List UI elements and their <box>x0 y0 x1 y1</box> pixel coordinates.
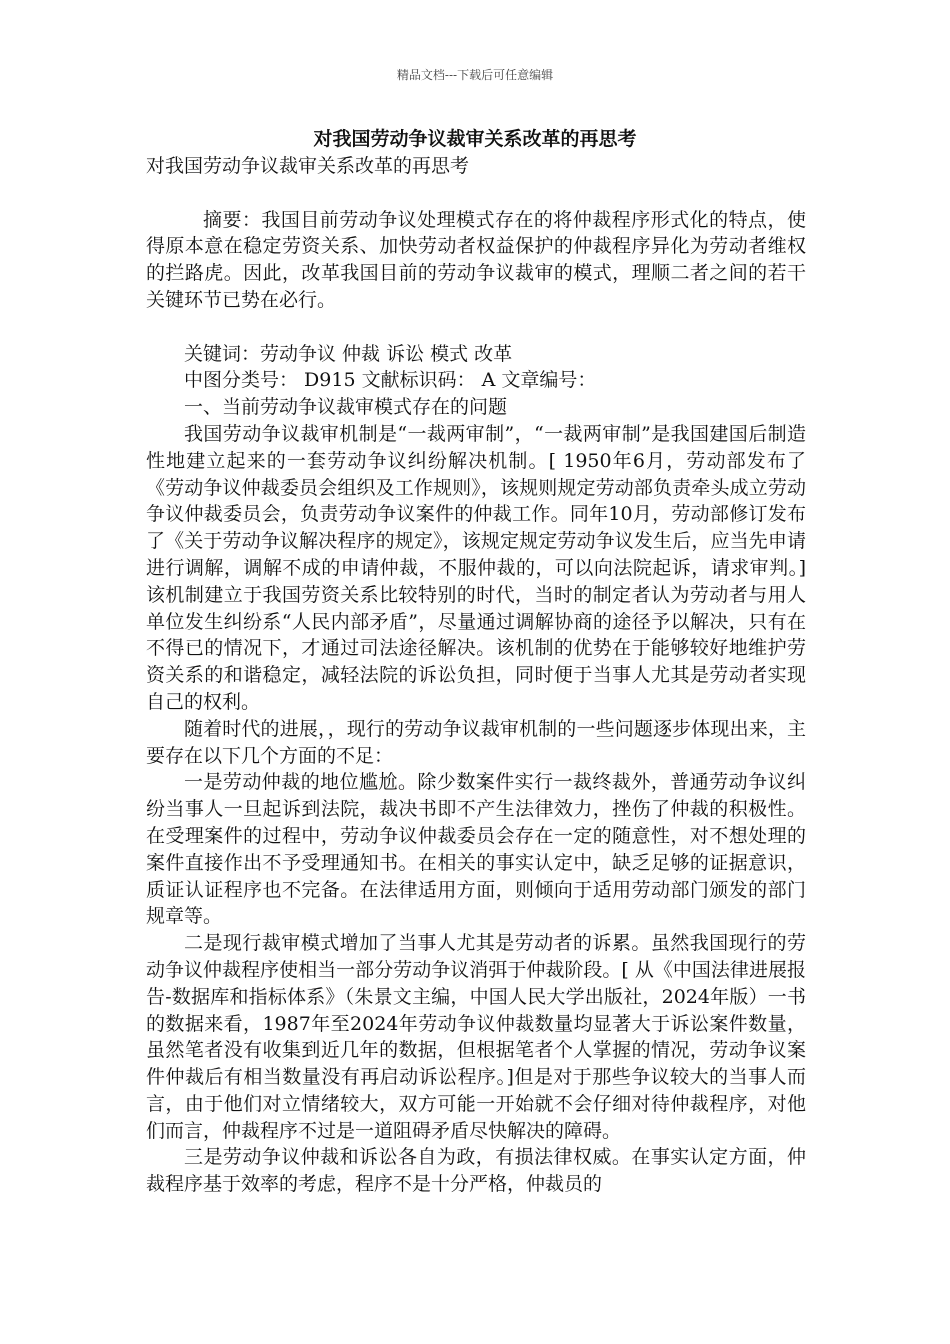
document-subtitle: 对我国劳动争议裁审关系改革的再思考 <box>146 155 470 177</box>
body-paragraph: 二是现行裁审模式增加了当事人尤其是劳动者的诉累。虽然我国现行的劳动争议仲裁程序使相当一部分劳动争议消弭于仲裁阶段。[ 从《中国法律进展报告-数据库和指标体系》（朱景文主编，中国人民大学出版社，2024年版）一书的数据来看，1987年至2024年劳动争议仲裁数量均显著大于诉讼案件数量，虽然笔者没有收集到近几年的数据，但根据笔者个人掌握的情况，劳动争议案件仲裁后有相当数量没有再启动诉讼程序。]但是对于那些争议较大的当事人而言，由于他们对立情绪较大，双方可能一开始就不会仔细对待仲裁程序，对他们而言，仲裁程序不过是一道阻碍矛盾尽快解决的障碍。 <box>146 932 806 1142</box>
spacer <box>146 180 806 207</box>
document-title: 对我国劳动争议裁审关系改革的再思考 <box>313 128 637 150</box>
body-paragraph: 一是劳动仲裁的地位尴尬。除少数案件实行一裁终裁外，普通劳动争议纠纷当事人一旦起诉到法院，裁决书即不产生法律效力，挫伤了仲裁的积极性。在受理案件的过程中，劳动争议仲裁委员会存在一定的随意性，对不想处理的案件直接作出不予受理通知书。在相关的事实认定中，缺乏足够的证据意识，质证认证程序也不完备。在法律适用方面，则倾向于适用劳动部门颁发的部门规章等。 <box>146 771 806 928</box>
body-paragraph: 随着时代的进展，，现行的劳动争议裁审机制的一些问题逐步体现出来，主要存在以下几个方面的不足： <box>146 717 806 767</box>
section-heading: 一、当前劳动争议裁审模式存在的问题 <box>184 396 508 419</box>
body-paragraph: 三是劳动争议仲裁和诉讼各自为政，有损法律权威。在事实认定方面，仲裁程序基于效率的考虑，程序不是十分严格，仲裁员的 <box>146 1146 806 1196</box>
classification-line: 中图分类号： D915 文献标识码： A 文章编号： <box>184 369 597 392</box>
spacer <box>146 314 806 341</box>
running-header: 精品文档---下载后可任意编辑 <box>396 68 554 82</box>
document-body <box>146 153 806 1198</box>
abstract: 摘要：我国目前劳动争议处理模式存在的将仲裁程序形式化的特点，使得原本意在稳定劳资关系、加快劳动者权益保护的仲裁程序异化为劳动者维权的拦路虎。因此，改革我国目前的劳动争议裁审的模式，理顺二者之间的若干关键环节已势在必行。 <box>146 208 806 311</box>
keywords: 关键词：劳动争议 仲裁 诉讼 模式 改革 <box>184 342 513 365</box>
body-paragraph: 我国劳动争议裁审机制是“一裁两审制”，“一裁两审制”是我国建国后制造性地建立起来的一套劳动争议纠纷解决机制。[ 1950年6月，劳动部发布了《劳动争议仲裁委员会组织及工作规则》，该规则规定劳动部负责牵头成立劳动争议仲裁委员会，负责劳动争议案件的仲裁工作。同年10月，劳动部修订发布了《关于劳动争议解决程序的规定》，该规定规定劳动争议发生后，应当先申请进行调解，调解不成的申请仲裁，不服仲裁的，可以向法院起诉，请求审判。]该机制建立于我国劳资关系比较特别的时代，当时的制定者认为劳动者与用人单位发生纠纷系“人民内部矛盾”，尽量通过调解协商的途径予以解决，只有在不得已的情况下，才通过司法途径解决。该机制的优势在于能够较好地维护劳资关系的和谐稳定，减轻法院的诉讼负担，同时便于当事人尤其是劳动者实现自己的权利。 <box>146 422 806 713</box>
